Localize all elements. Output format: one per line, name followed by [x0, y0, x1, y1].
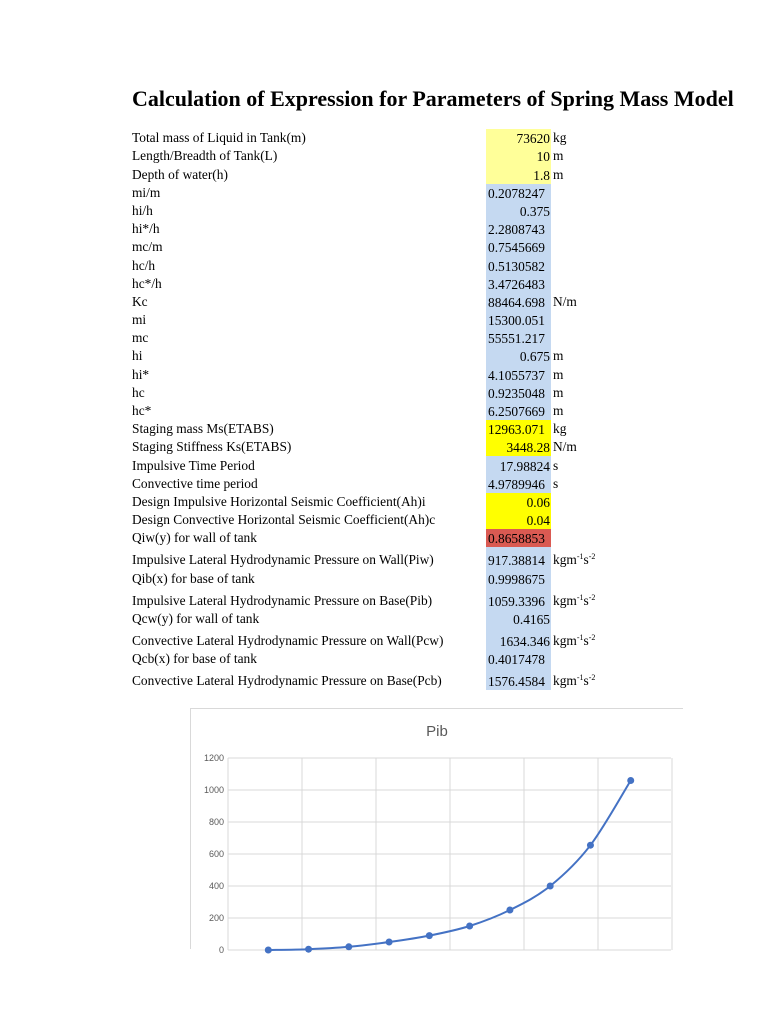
- table-row: [0, 650, 768, 668]
- row-label: hi/h: [132, 202, 153, 218]
- value-cell[interactable]: 3448.28: [486, 438, 551, 456]
- data-point: [386, 939, 393, 946]
- table-row: [0, 438, 768, 456]
- data-point: [305, 946, 312, 953]
- table-row: [0, 610, 768, 628]
- table-row: [0, 184, 768, 202]
- row-label: Qib(x) for base of tank: [132, 570, 255, 586]
- data-point: [265, 947, 272, 954]
- table-row: [0, 256, 768, 274]
- value-cell[interactable]: 3.4726483: [486, 275, 551, 293]
- unit-label: s: [553, 475, 559, 491]
- unit-label: $kgm^{-1}s^{-2}$: [553, 552, 596, 568]
- unit-label: m: [553, 148, 564, 164]
- row-label: Depth of water(h): [132, 166, 228, 182]
- row-label: hc/h: [132, 257, 156, 273]
- unit-label: m: [553, 403, 564, 418]
- unit-label: kg: [553, 421, 567, 437]
- row-label: Convective Lateral Hydrodynamic Pressure on Wall(Pcw): [132, 632, 444, 648]
- table-row: [0, 493, 768, 511]
- table-row: [0, 628, 768, 650]
- table-row: [0, 475, 768, 493]
- value-cell[interactable]: 0.2078247: [486, 184, 551, 202]
- row-label: hc*/h: [132, 275, 162, 291]
- value-cell[interactable]: 0.9235048: [486, 384, 551, 402]
- row-label: mi: [132, 312, 147, 328]
- value-cell[interactable]: 55551.217: [486, 329, 551, 347]
- unit-label: m: [553, 384, 564, 400]
- table-row: [0, 511, 768, 529]
- row-label: Qcb(x) for base of tank: [132, 650, 257, 666]
- value-cell[interactable]: 0.04: [486, 511, 551, 529]
- value-cell[interactable]: 0.4017478: [486, 650, 551, 668]
- row-label: mc/m: [132, 239, 163, 255]
- table-row: [0, 365, 768, 383]
- value-cell[interactable]: 73620: [486, 129, 551, 147]
- table-row: [0, 147, 768, 165]
- value-cell[interactable]: 17.98824: [486, 456, 551, 474]
- value-cell[interactable]: 1.8: [486, 165, 551, 183]
- value-cell[interactable]: 12963.071: [486, 420, 551, 438]
- table-row: [0, 569, 768, 587]
- value-cell[interactable]: 4.1055737: [486, 365, 551, 383]
- value-cell[interactable]: 0.675: [486, 347, 551, 365]
- table-row: [0, 529, 768, 547]
- row-label: Convective Lateral Hydrodynamic Pressure on Base(Pcb): [132, 672, 442, 688]
- value-cell[interactable]: 0.9998675: [486, 569, 551, 587]
- y-tick-label: 600: [208, 849, 224, 859]
- pib-chart: [190, 708, 683, 955]
- value-cell[interactable]: 1634.346: [486, 628, 551, 650]
- table-row: [0, 420, 768, 438]
- table-row: [0, 329, 768, 347]
- row-label: Length/Breadth of Tank(L): [132, 148, 278, 164]
- y-tick-label: 200: [208, 913, 224, 923]
- value-cell[interactable]: 6.2507669: [486, 402, 551, 420]
- data-point: [426, 932, 433, 939]
- row-label: Impulsive Lateral Hydrodynamic Pressure on Wall(Piw): [132, 552, 434, 568]
- row-label: Convective time period: [132, 475, 258, 491]
- data-point: [587, 842, 594, 849]
- row-label: Impulsive Lateral Hydrodynamic Pressure on Base(Pib): [132, 592, 433, 608]
- page-title: Calculation of Expression for Parameters of Spring Mass Model: [132, 86, 734, 111]
- table-row: [0, 202, 768, 220]
- value-cell[interactable]: 10: [486, 147, 551, 165]
- unit-label: $kgm^{-1}s^{-2}$: [553, 632, 596, 648]
- value-cell[interactable]: 0.8658853: [486, 529, 551, 547]
- unit-label: N/m: [553, 293, 577, 309]
- row-label: Total mass of Liquid in Tank(m): [132, 130, 306, 146]
- table-row: [0, 456, 768, 474]
- table-row: [0, 668, 768, 690]
- value-cell[interactable]: 1059.3396: [486, 588, 551, 610]
- chart-title: Pib: [426, 723, 448, 740]
- unit-label: m: [553, 366, 564, 382]
- unit-label: s: [553, 457, 559, 473]
- table-row: [0, 293, 768, 311]
- y-tick-label: 1000: [203, 785, 224, 795]
- data-point: [506, 907, 513, 914]
- value-cell[interactable]: 4.9789946: [486, 475, 551, 493]
- value-cell[interactable]: 1576.4584: [486, 668, 551, 690]
- value-cell[interactable]: 0.375: [486, 202, 551, 220]
- row-label: mc: [132, 330, 149, 346]
- data-point: [627, 777, 634, 784]
- value-cell[interactable]: 0.4165: [486, 610, 551, 628]
- value-cell[interactable]: 0.7545669: [486, 238, 551, 256]
- table-row: [0, 238, 768, 256]
- parameter-table: [0, 129, 768, 690]
- table-row: [0, 402, 768, 420]
- row-label: Design Convective Horizontal Seismic Coefficient(Ah)c: [132, 512, 436, 528]
- value-cell[interactable]: 2.2808743: [486, 220, 551, 238]
- table-row: [0, 275, 768, 293]
- row-label: mi/m: [132, 184, 161, 200]
- row-label: Staging mass Ms(ETABS): [132, 421, 274, 437]
- row-label: Staging Stiffness Ks(ETABS): [132, 439, 292, 455]
- row-label: Qcw(y) for wall of tank: [132, 610, 260, 626]
- table-row: [0, 547, 768, 569]
- table-row: [0, 129, 768, 147]
- data-point: [466, 923, 473, 930]
- table-row: [0, 588, 768, 610]
- y-tick-label: 0: [218, 945, 224, 955]
- y-tick-label: 800: [208, 817, 224, 827]
- row-label: hi: [132, 348, 143, 364]
- pib-chart-svg: [191, 709, 683, 955]
- unit-label: kg: [553, 130, 567, 146]
- unit-label: N/m: [553, 439, 577, 455]
- row-label: Kc: [132, 293, 148, 309]
- row-label: hi*: [132, 366, 150, 382]
- unit-label: m: [553, 166, 564, 182]
- data-point: [345, 943, 352, 950]
- row-label: hc: [132, 384, 145, 400]
- row-label: Qiw(y) for wall of tank: [132, 530, 257, 546]
- value-cell[interactable]: 0.06: [486, 493, 551, 511]
- data-point: [547, 883, 554, 890]
- value-cell[interactable]: 15300.051: [486, 311, 551, 329]
- table-row: [0, 311, 768, 329]
- value-cell[interactable]: 0.5130582: [486, 256, 551, 274]
- y-tick-label: 1200: [203, 753, 224, 763]
- row-label: Impulsive Time Period: [132, 457, 255, 473]
- unit-label: $kgm^{-1}s^{-2}$: [553, 592, 596, 608]
- row-label: hc*: [132, 403, 152, 418]
- table-row: [0, 347, 768, 365]
- y-tick-label: 400: [208, 881, 224, 891]
- unit-label: m: [553, 348, 564, 364]
- row-label: hi*/h: [132, 221, 160, 237]
- row-label: Design Impulsive Horizontal Seismic Coefficient(Ah)i: [132, 493, 426, 509]
- table-row: [0, 165, 768, 183]
- table-row: [0, 220, 768, 238]
- table-row: [0, 384, 768, 402]
- value-cell[interactable]: 88464.698: [486, 293, 551, 311]
- value-cell[interactable]: 917.38814: [486, 547, 551, 569]
- unit-label: $kgm^{-1}s^{-2}$: [553, 672, 596, 688]
